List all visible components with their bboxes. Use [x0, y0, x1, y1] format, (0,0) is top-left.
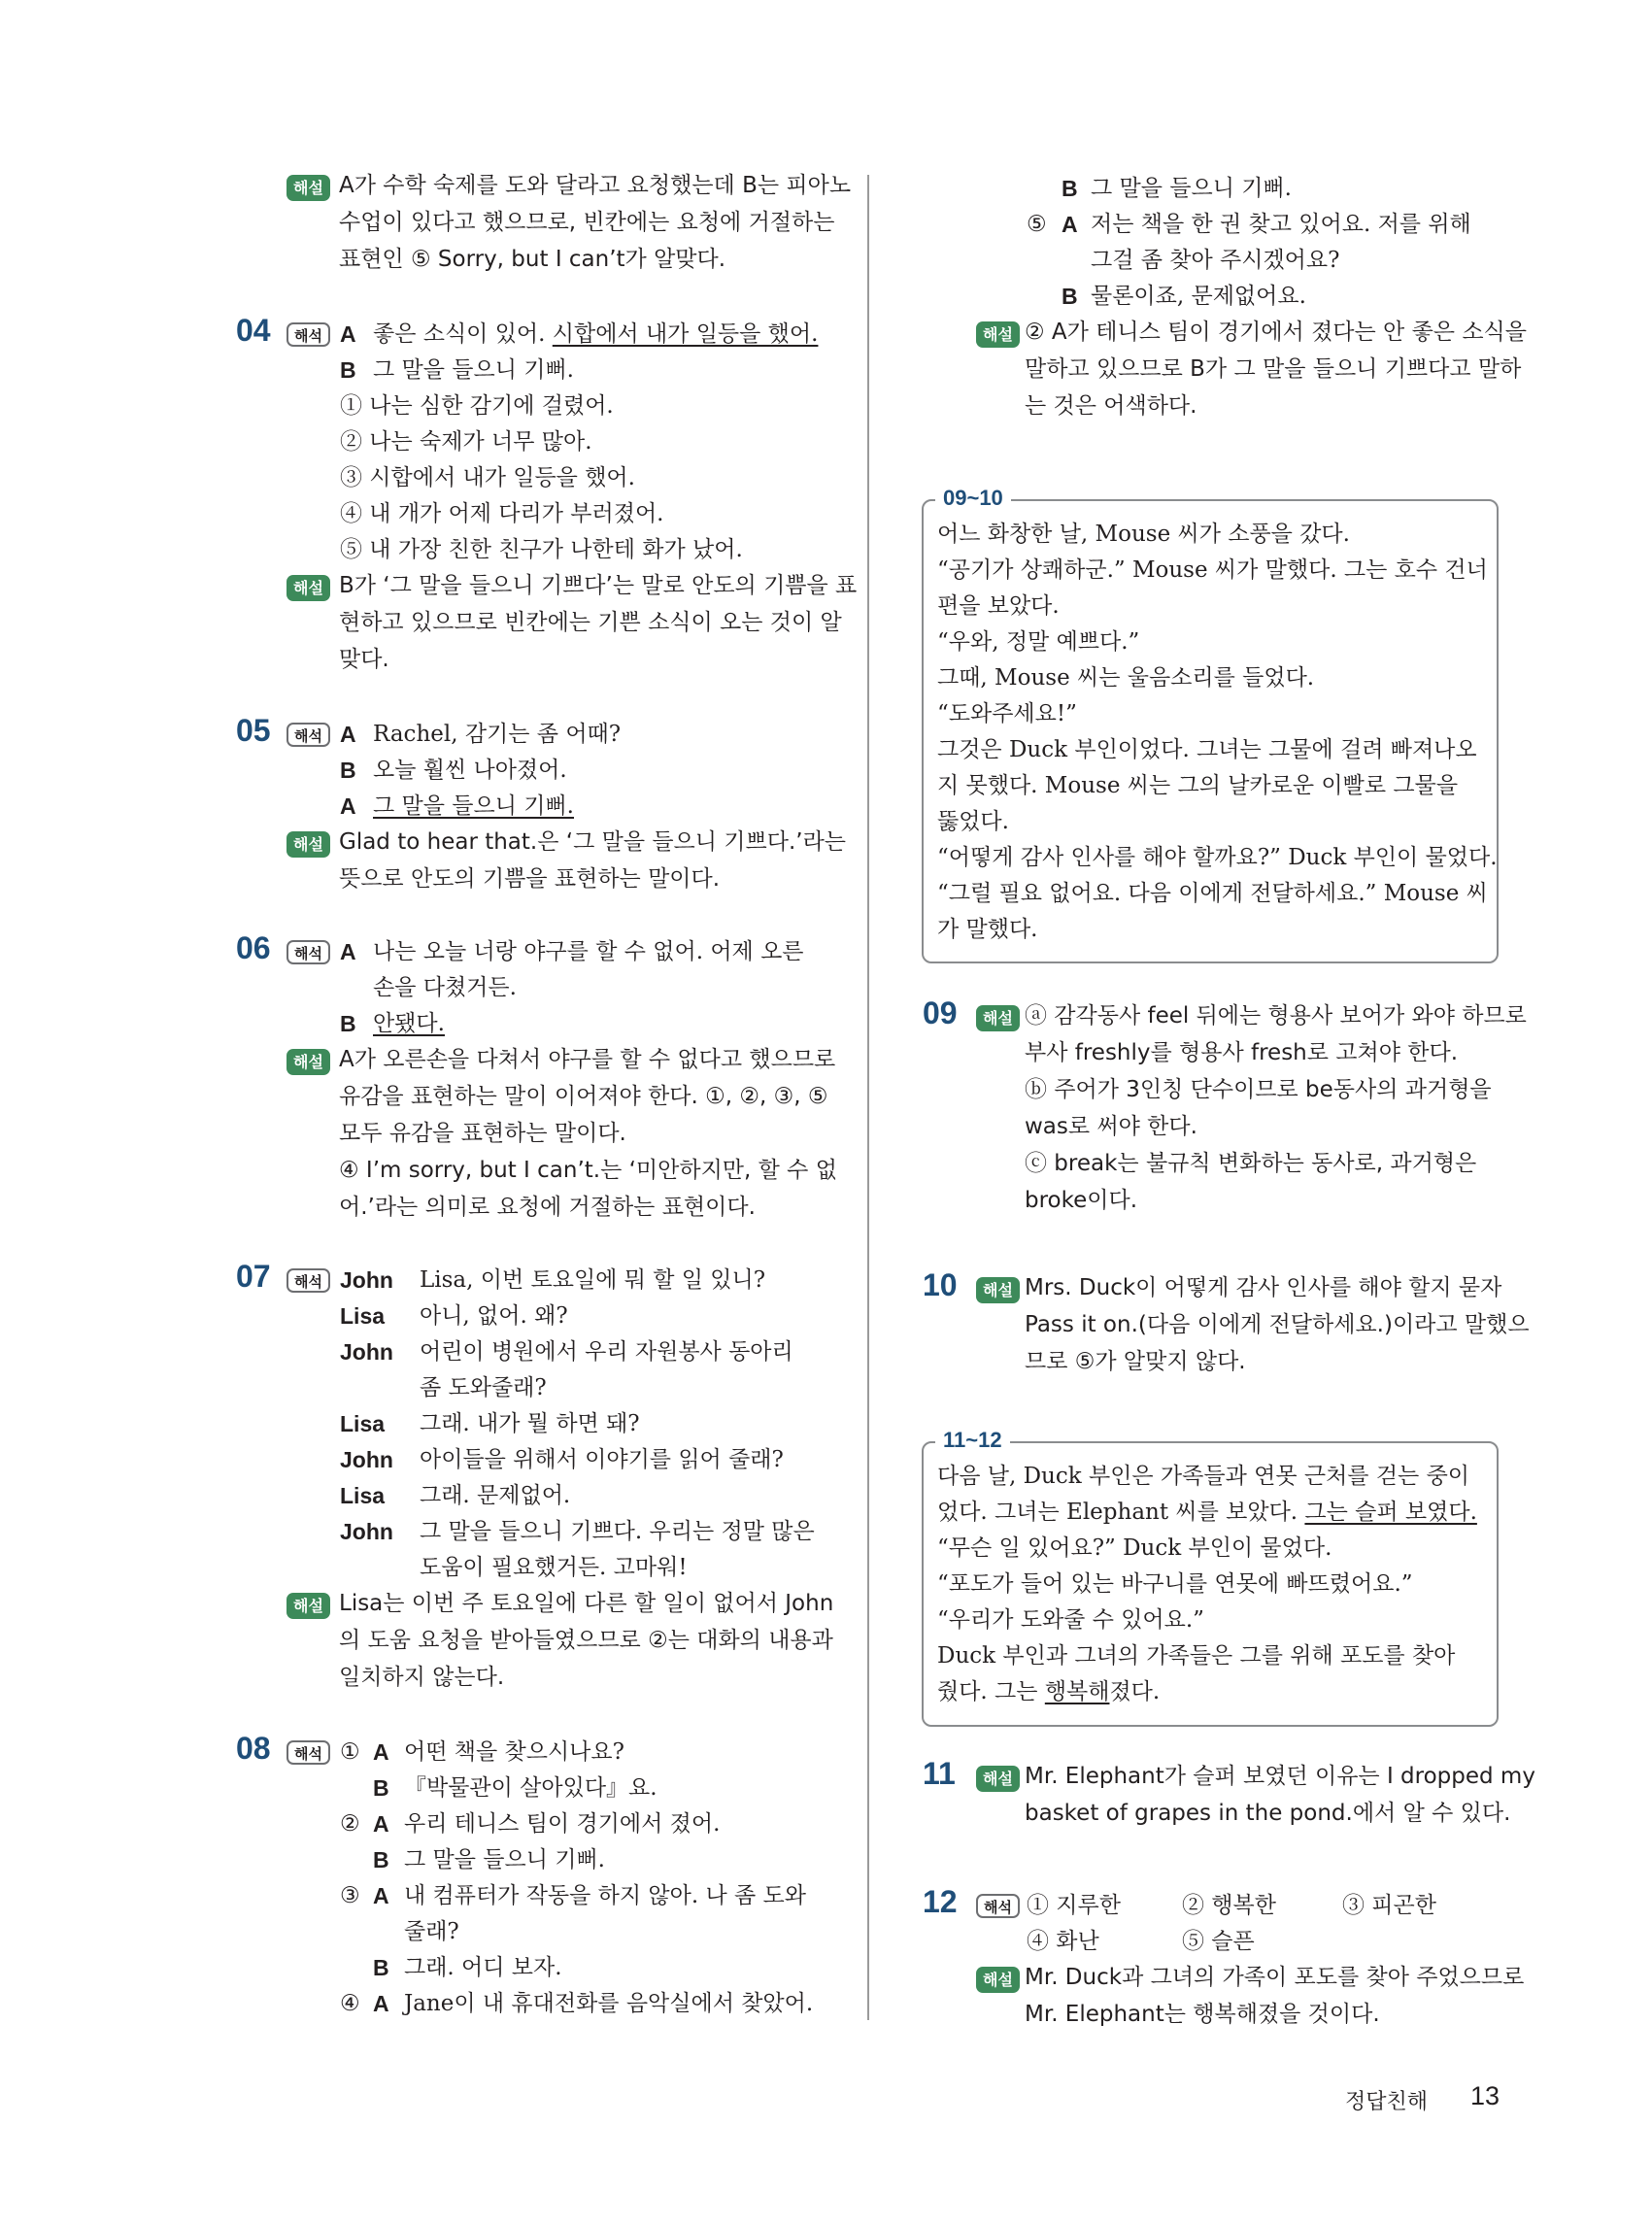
text-line: ⓐ 감각동사 feel 뒤에는 형용사 보어가 와야 하므로: [1025, 1003, 1527, 1029]
question-number: 07: [236, 1259, 271, 1294]
question-number: 06: [236, 930, 271, 965]
text-line: Pass it on.(다음 이에게 전달하세요.)이라고 말했으: [1025, 1312, 1530, 1337]
text-line: 말하고 있으므로 B가 그 말을 들으니 기쁘다고 말하: [1025, 356, 1522, 382]
text-line: 일치하지 않는다.: [339, 1665, 505, 1690]
option-number: ④: [340, 1991, 360, 2016]
question-number: 09: [923, 995, 958, 1030]
passage-range-label: 11~12: [935, 1428, 1010, 1453]
text-line: Mr. Elephant는 행복해졌을 것이다.: [1025, 2002, 1380, 2027]
text-line: 므로 ⑤가 알맞지 않다.: [1025, 1349, 1246, 1374]
speaker-label: A: [340, 939, 356, 964]
passage-line: “무슨 일 있어요?” Duck 부인이 물었다.: [937, 1535, 1332, 1561]
passage-line: “어떻게 감사 인사를 해야 할까요?” Duck 부인이 물었다.: [937, 845, 1498, 870]
passage-line: “우리가 도와줄 수 있어요.”: [937, 1607, 1204, 1633]
column-divider: [867, 175, 869, 2020]
question-number: 12: [923, 1884, 958, 1919]
option-line: ⑤ 슬픈: [1182, 1929, 1255, 1954]
text-line: A가 오른손을 다쳐서 야구를 할 수 없다고 했으므로: [339, 1047, 836, 1072]
question-number: 05: [236, 713, 271, 748]
option-line: ② 나는 숙제가 너무 많아.: [340, 429, 592, 455]
dialogue-line: 그래. 어디 보자.: [404, 1955, 562, 1980]
passage-line: “포도가 들어 있는 바구니를 연못에 빠뜨렸어요.”: [937, 1571, 1413, 1597]
text-line: 현하고 있으므로 빈칸에는 기쁜 소식이 오는 것이 알: [339, 610, 842, 635]
passage-line: 줬다. 그는 행복해졌다.: [937, 1679, 1161, 1704]
haeseol-badge: 해설: [976, 1766, 1020, 1792]
text-line: broke이다.: [1025, 1188, 1138, 1213]
dialogue-line: 그래. 내가 뭘 하면 돼?: [420, 1411, 640, 1436]
passage-line: “도와주세요!”: [937, 701, 1077, 726]
option-line: ① 나는 심한 감기에 걸렸어.: [340, 393, 614, 419]
dialogue-line: 안됐다.: [373, 1011, 445, 1036]
text-line: Lisa는 이번 주 토요일에 다른 할 일이 없어서 John: [339, 1591, 834, 1616]
dialogue-line: 우리 테니스 팀이 경기에서 졌어.: [404, 1811, 721, 1837]
dialogue-line: Jane이 내 휴대전화를 음악실에서 찾았어.: [404, 1991, 814, 2016]
text-line: basket of grapes in the pond.에서 알 수 있다.: [1025, 1801, 1511, 1826]
passage-line: 그때, Mouse 씨는 울음소리를 들었다.: [937, 665, 1315, 691]
speaker-label: Lisa: [340, 1483, 386, 1508]
text-line: Mr. Duck과 그녀의 가족이 포도를 찾아 주었으므로: [1025, 1965, 1525, 1990]
speaker-label: B: [373, 1847, 389, 1872]
dialogue-line: 줄래?: [404, 1919, 459, 1944]
speaker-label: John: [340, 1519, 393, 1544]
dialogue-line: Rachel, 감기는 좀 어때?: [373, 722, 622, 747]
speaker-label: B: [1062, 176, 1078, 201]
passage-line: 편을 보았다.: [937, 593, 1060, 619]
speaker-label: A: [373, 1991, 389, 2016]
dialogue-line: 오늘 훨씬 나아졌어.: [373, 758, 567, 783]
text-line: A가 수학 숙제를 도와 달라고 요청했는데 B는 피아노: [339, 173, 852, 198]
footer-section-label: 정답친해: [1345, 2090, 1429, 2114]
option-line: ③ 피곤한: [1342, 1893, 1436, 1918]
text-line: 부사 freshly를 형용사 fresh로 고쳐야 한다.: [1025, 1040, 1459, 1065]
dialogue-line: 저는 책을 한 권 찾고 있어요. 저를 위해: [1091, 212, 1471, 237]
haeseol-badge: 해설: [287, 575, 330, 601]
dialogue-line: 나는 오늘 너랑 야구를 할 수 없어. 어제 오른: [373, 939, 804, 964]
page-number: 13: [1470, 2081, 1500, 2110]
option-number: ③: [340, 1883, 360, 1908]
text-line: 뜻으로 안도의 기쁨을 표현하는 말이다.: [339, 866, 721, 892]
dialogue-line: 좋은 소식이 있어. 시합에서 내가 일등을 했어.: [373, 321, 819, 347]
text-line: 표현인 ⑤ Sorry, but I can’t가 알맞다.: [339, 247, 726, 272]
haeseok-badge: 해석: [287, 1268, 330, 1293]
dialogue-line: 손을 다쳤거든.: [373, 975, 517, 1000]
text-line: 맞다.: [339, 647, 389, 672]
passage-line: 지 못했다. Mouse 씨는 그의 날카로운 이빨로 그물을: [937, 773, 1459, 798]
option-line: ④ 화난: [1027, 1929, 1099, 1954]
speaker-label: Lisa: [340, 1411, 386, 1436]
passage-line: “그럴 필요 없어요. 다음 이에게 전달하세요.” Mouse 씨: [937, 881, 1488, 906]
speaker-label: B: [340, 758, 356, 783]
passage-line: 그것은 Duck 부인이었다. 그녀는 그물에 걸려 빠져나오: [937, 737, 1477, 762]
haeseol-badge: 해설: [287, 1593, 330, 1619]
passage-line: 었다. 그녀는 Elephant 씨를 보았다. 그는 슬퍼 보였다.: [937, 1500, 1477, 1525]
text-line: 모두 유감을 표현하는 말이다.: [339, 1121, 626, 1146]
haeseol-badge: 해설: [287, 1049, 330, 1075]
passage-line: Duck 부인과 그녀의 가족들은 그를 위해 포도를 찾아: [937, 1643, 1456, 1669]
question-number: 04: [236, 313, 271, 348]
dialogue-line: 그래. 문제없어.: [420, 1483, 571, 1508]
text-line: was로 써야 한다.: [1025, 1114, 1197, 1139]
dialogue-line: 아니, 없어. 왜?: [420, 1303, 568, 1329]
text-line: ② A가 테니스 팀이 경기에서 졌다는 안 좋은 소식을: [1025, 320, 1527, 345]
passage-line: 뚫었다.: [937, 809, 1009, 834]
option-line: ④ 내 개가 어제 다리가 부러졌어.: [340, 501, 664, 526]
dialogue-line: 좀 도와줄래?: [420, 1375, 547, 1400]
passage-range-label: 09~10: [935, 486, 1011, 511]
text-line: ⓑ 주어가 3인칭 단수이므로 be동사의 과거형을: [1025, 1077, 1492, 1102]
speaker-label: A: [340, 722, 356, 747]
dialogue-line: Lisa, 이번 토요일에 뭐 할 일 있니?: [420, 1267, 766, 1293]
speaker-label: A: [373, 1739, 389, 1765]
haeseol-badge: 해설: [976, 321, 1020, 348]
text-line: 의 도움 요청을 받아들였으므로 ②는 대화의 내용과: [339, 1628, 833, 1653]
text-line: Glad to hear that.은 ‘그 말을 들으니 기쁘다.’라는: [339, 829, 847, 855]
haeseol-badge: 해설: [976, 1005, 1020, 1031]
speaker-label: A: [340, 321, 356, 347]
text-line: Mr. Elephant가 슬퍼 보였던 이유는 I dropped my: [1025, 1764, 1535, 1789]
dialogue-line: 어린이 병원에서 우리 자원봉사 동아리: [420, 1339, 793, 1365]
text-line: 수업이 있다고 했으므로, 빈칸에는 요청에 거절하는: [339, 210, 835, 235]
haeseok-badge: 해석: [287, 322, 330, 347]
question-number: 11: [923, 1756, 956, 1791]
speaker-label: B: [340, 357, 356, 383]
haeseol-badge: 해설: [287, 831, 330, 858]
option-line: ② 행복한: [1182, 1893, 1276, 1918]
passage-line: 가 말했다.: [937, 917, 1038, 942]
speaker-label: B: [373, 1775, 389, 1801]
haeseok-badge: 해석: [287, 723, 330, 747]
dialogue-line: 그 말을 들으니 기뻐.: [373, 793, 574, 819]
speaker-label: John: [340, 1339, 393, 1365]
passage-line: 어느 화창한 날, Mouse 씨가 소풍을 갔다.: [937, 522, 1350, 547]
speaker-label: B: [340, 1011, 356, 1036]
question-number: 10: [923, 1267, 958, 1302]
speaker-label: A: [373, 1883, 389, 1908]
option-line: ⑤ 내 가장 친한 친구가 나한테 화가 났어.: [340, 537, 743, 562]
haeseol-badge: 해설: [976, 1967, 1020, 1993]
passage-line: “우와, 정말 예쁘다.”: [937, 629, 1140, 655]
option-number: ②: [340, 1811, 360, 1837]
option-line: ① 지루한: [1027, 1893, 1121, 1918]
haeseok-badge: 해석: [976, 1894, 1020, 1918]
dialogue-line: 어떤 책을 찾으시나요?: [404, 1739, 624, 1765]
option-number: ⑤: [1027, 212, 1047, 237]
haeseol-badge: 해설: [287, 175, 330, 201]
dialogue-line: 내 컴퓨터가 작동을 하지 않아. 나 좀 도와: [404, 1883, 806, 1908]
dialogue-line: 그 말을 들으니 기쁘다. 우리는 정말 많은: [420, 1519, 815, 1544]
dialogue-line: 물론이죠, 문제없어요.: [1091, 284, 1306, 309]
text-line: 어.’라는 의미로 요청에 거절하는 표현이다.: [339, 1195, 756, 1220]
text-line: Mrs. Duck이 어떻게 감사 인사를 해야 할지 묻자: [1025, 1275, 1502, 1300]
dialogue-line: 아이들을 위해서 이야기를 읽어 줄래?: [420, 1447, 784, 1472]
speaker-label: A: [1062, 212, 1078, 237]
text-line: 는 것은 어색하다.: [1025, 393, 1197, 419]
speaker-label: B: [373, 1955, 389, 1980]
text-line: 유감을 표현하는 말이 이어져야 한다. ①, ②, ③, ⑤: [339, 1084, 828, 1109]
dialogue-line: 도움이 필요했거든. 고마워!: [420, 1555, 688, 1580]
dialogue-line: 그 말을 들으니 기뻐.: [373, 357, 574, 383]
option-line: ③ 시합에서 내가 일등을 했어.: [340, 465, 635, 490]
speaker-label: A: [373, 1811, 389, 1837]
speaker-label: B: [1062, 284, 1078, 309]
question-number: 08: [236, 1731, 271, 1766]
text-line: B가 ‘그 말을 들으니 기쁘다’는 말로 안도의 기쁨을 표: [339, 573, 858, 598]
dialogue-line: 그 말을 들으니 기뻐.: [1091, 176, 1292, 201]
option-number: ①: [340, 1739, 360, 1765]
text-line: ⓒ break는 불규칙 변화하는 동사로, 과거형은: [1025, 1151, 1477, 1176]
speaker-label: John: [340, 1447, 393, 1472]
speaker-label: John: [340, 1267, 393, 1293]
passage-line: 다음 날, Duck 부인은 가족들과 연못 근처를 걷는 중이: [937, 1464, 1470, 1489]
speaker-label: Lisa: [340, 1303, 386, 1329]
haeseok-badge: 해석: [287, 940, 330, 964]
text-line: ④ I’m sorry, but I can’t.는 ‘미안하지만, 할 수 없: [339, 1158, 837, 1183]
speaker-label: A: [340, 793, 356, 819]
dialogue-line: 『박물관이 살아있다』요.: [404, 1775, 657, 1801]
passage-line: “공기가 상쾌하군.” Mouse 씨가 말했다. 그는 호수 건너: [937, 557, 1488, 583]
dialogue-line: 그 말을 들으니 기뻐.: [404, 1847, 605, 1872]
haeseol-badge: 해설: [976, 1277, 1020, 1303]
dialogue-line: 그걸 좀 찾아 주시겠어요?: [1091, 248, 1340, 273]
haeseok-badge: 해석: [287, 1740, 330, 1765]
